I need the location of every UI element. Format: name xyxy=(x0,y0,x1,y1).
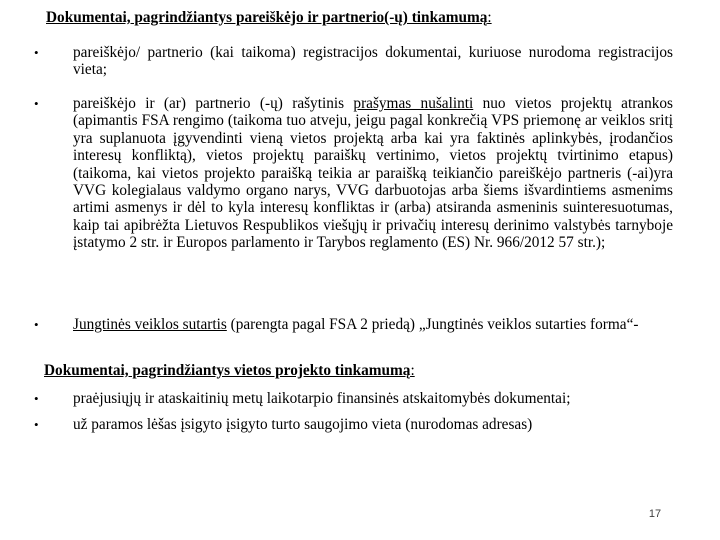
item-text-after: nuo vietos projektų atrankos (apimantis FSA rengimo (taikoma tuo atveju, jeigu pagal konkrečią VPS priemonę ar veiklos sritį yra suplanuota įgyvendinti vieną vietos projektą arba kai yra faktinės aplinkybės, įrodančios interesų konfliktą), vietos projektų paraiškų vertinimo, vietos projektų tvirtinimo etapus) (taikoma, kai vietos projekto paraišką teikia ar paraišką teikiančio pareiškėjo partneris (-ai)yra VVG kolegialaus valdymo organo narys, VVG darbuotojas arba šiems išvardintiems asmenims artimi asmenys ir dėl to kyla interesų konfliktas ir (arba) atsiranda asmeninis suinteresuotumas, kaip tai apibrėžta Lietuvos Respublikos viešųjų ir privačių interesų derinimo valstybės tarnyboje įstatymo 2 str. ir Europos parlamento ir Tarybos reglamento (ES) Nr. 966/2012 57 str.); xyxy=(73,95,673,252)
section-heading-text: Dokumentai, pagrindžiantys vietos projekto tinkamumą xyxy=(44,362,411,379)
underlined-phrase: prašymas nušalinti xyxy=(353,95,474,112)
bullet-icon: • xyxy=(34,96,39,111)
list-item-joint-activity-agreement xyxy=(73,316,673,333)
item-text-before: pareiškėjo ir (ar) partnerio (-ų) rašytinis xyxy=(73,95,354,112)
list-item-financial-statements: praėjusiųjų ir ataskaitinių metų laikotarpio finansinės atskaitomybės dokumentai; xyxy=(73,390,571,407)
page-number: 17 xyxy=(648,508,662,520)
bullet-icon: • xyxy=(34,391,39,406)
bullet-icon: • xyxy=(34,417,39,432)
list-item-written-request xyxy=(73,95,673,252)
bullet-icon: • xyxy=(34,317,39,332)
list-item-asset-storage-location: už paramos lėšas įsigyto įsigyto turto saugojimo vieta (nurodomas adresas) xyxy=(73,416,533,433)
section-heading-project-eligibility xyxy=(44,362,415,380)
list-item-registration-documents: pareiškėjo/ partnerio (kai taikoma) registracijos dokumentai, kuriuose nurodoma registracijos vieta; xyxy=(73,44,673,79)
heading-colon: : xyxy=(410,362,415,379)
section-heading-text: Dokumentai, pagrindžiantys pareiškėjo ir partnerio(-ų) tinkamumą xyxy=(46,9,488,26)
underlined-phrase: Jungtinės veiklos sutartis xyxy=(73,316,227,333)
bullet-icon: • xyxy=(34,45,39,60)
heading-colon: : xyxy=(487,9,492,26)
item-text-after: (parengta pagal FSA 2 priedą) „Jungtinės veiklos sutarties forma“- xyxy=(226,316,639,333)
section-heading-applicant-eligibility xyxy=(46,9,492,27)
